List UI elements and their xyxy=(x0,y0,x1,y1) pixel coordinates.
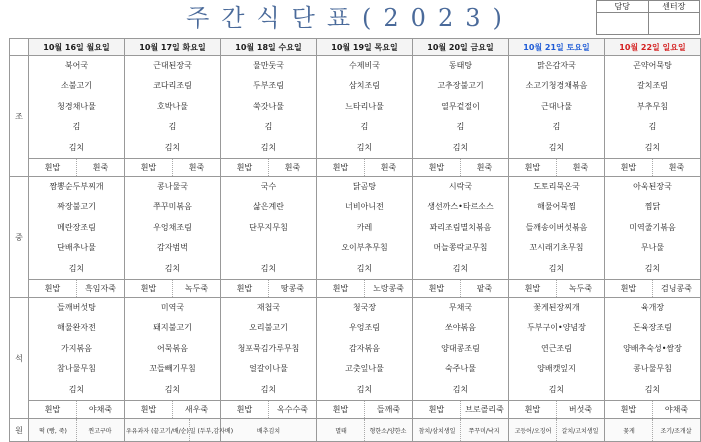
menu-cell xyxy=(509,298,605,419)
dish-item: 미역국 xyxy=(160,303,185,312)
rice-item: 흰밥 xyxy=(236,404,253,414)
dish-item: 돼지불고기 xyxy=(153,323,192,333)
meal-label: 중 xyxy=(10,177,29,298)
dish-item: 호박나물 xyxy=(157,101,188,111)
dish-item: 김치 xyxy=(452,384,469,394)
dish-item: 양대콩조림 xyxy=(441,343,480,353)
porridge-item: 흰죽 xyxy=(268,159,316,176)
rice-item: 흰밥 xyxy=(620,404,637,414)
dish-item: 김치 xyxy=(260,384,277,394)
menu-cell xyxy=(413,298,509,419)
porridge-item: 땅콩죽 xyxy=(268,280,316,297)
dish-item xyxy=(221,238,316,258)
rice-item: 흰밥 xyxy=(524,404,541,414)
dish-item: 꼬들빼기무침 xyxy=(149,364,196,374)
rice-item: 흰밥 xyxy=(428,404,445,414)
dish-item: 김치 xyxy=(164,263,181,273)
dish-item: 짜장불고기 xyxy=(57,202,96,212)
meal-label: 조 xyxy=(10,56,29,177)
dish-item: 감자볶음 xyxy=(349,343,380,353)
dish-item: 김 xyxy=(72,122,81,132)
dish-item: 해물어묵찜 xyxy=(537,202,576,212)
dish-item: 감자범벅 xyxy=(157,243,188,253)
porridge-item: 팥죽 xyxy=(460,280,508,297)
origin-item: 찐고구마 xyxy=(76,419,123,441)
porridge-item: 흰죽 xyxy=(172,159,220,176)
dish-item: 들깨송이버섯볶음 xyxy=(525,222,588,232)
dish-item: 부추무침 xyxy=(637,101,668,111)
staple-row xyxy=(221,279,316,297)
staple-row xyxy=(29,279,124,297)
rice-item: 흰밥 xyxy=(140,162,157,172)
dish-item: 느타리나물 xyxy=(345,101,384,111)
dish-item: 머늘쫑락교무침 xyxy=(433,243,488,253)
dish-item: 두부구이•양념장 xyxy=(527,323,586,333)
rice-item: 흰밥 xyxy=(236,162,253,172)
dish-item: 찜닭 xyxy=(644,202,661,212)
dish-item: 도토리묵온국 xyxy=(533,182,580,191)
dish-item: 삼치조림 xyxy=(349,81,380,91)
dish-item: 김치 xyxy=(356,142,373,152)
origin-item: 갈치/고치생일 xyxy=(556,419,603,441)
dish-item: 김치 xyxy=(68,142,85,152)
dish-item: 고추장불고기 xyxy=(437,81,484,91)
dish-item: 숙주나물 xyxy=(445,364,476,374)
dish-item: 소불고기 xyxy=(61,81,92,91)
rice-item: 흰밥 xyxy=(140,283,157,293)
dish-item: 어묵볶음 xyxy=(157,343,188,353)
menu-cell xyxy=(509,56,605,177)
staple-row xyxy=(29,400,124,418)
day-header-6: 10월 21일 토요일 xyxy=(509,39,605,56)
origin-cell xyxy=(221,419,317,442)
porridge-item: 흰죽 xyxy=(364,159,412,176)
dish-item: 김치 xyxy=(164,384,181,394)
porridge-item: 새우죽 xyxy=(172,401,220,418)
origin-cell xyxy=(317,419,413,442)
dish-item: 카레 xyxy=(356,222,373,232)
origin-cell xyxy=(413,419,509,442)
dish-item: 김치 xyxy=(548,142,565,152)
staple-row xyxy=(317,158,412,176)
staple-row xyxy=(125,158,220,176)
dish-item: 양배캣잎지 xyxy=(537,364,576,374)
dish-item: 수제비국 xyxy=(349,61,380,70)
dish-item: 아욱된장국 xyxy=(633,182,672,191)
rice-item: 흰밥 xyxy=(140,404,157,414)
weekly-menu-table xyxy=(9,38,701,442)
menu-cell xyxy=(413,177,509,298)
menu-cell xyxy=(605,177,701,298)
dish-item: 김치 xyxy=(164,142,181,152)
dish-item: 쑥갓나물 xyxy=(253,101,284,111)
dish-item: 두부조림 xyxy=(253,81,284,91)
staple-row xyxy=(509,400,604,418)
dish-item: 김치 xyxy=(260,263,277,273)
dish-item: 국수 xyxy=(260,182,277,191)
dish-item: 김치 xyxy=(644,263,661,273)
dish-item: 우엉채조림 xyxy=(153,222,192,232)
staple-row xyxy=(605,400,700,418)
dish-item: 청국장 xyxy=(352,303,377,312)
staple-row xyxy=(509,279,604,297)
dish-item: 김치 xyxy=(644,384,661,394)
dish-item: 시락국 xyxy=(448,182,473,191)
staple-row xyxy=(317,279,412,297)
porridge-item: 흰죽 xyxy=(556,159,604,176)
origin-label: 원 xyxy=(10,419,29,442)
dish-item: 북어국 xyxy=(64,61,89,70)
menu-cell xyxy=(125,56,221,177)
origin-item: 형한소/양한소 xyxy=(364,419,411,441)
dish-item: 김 xyxy=(552,122,561,132)
dish-item: 김치 xyxy=(644,142,661,152)
dish-item: 고춧잎나물 xyxy=(345,364,384,374)
dish-item: 재첩국 xyxy=(256,303,281,312)
rice-item: 흰밥 xyxy=(236,283,253,293)
dish-item: 얼갈이나물 xyxy=(249,364,288,374)
rice-item: 흰밥 xyxy=(44,162,61,172)
dish-item: 김치 xyxy=(356,384,373,394)
dish-item: 근대나물 xyxy=(541,101,572,111)
staple-row xyxy=(221,400,316,418)
dish-item: 김 xyxy=(264,122,273,132)
porridge-item: 흑임자죽 xyxy=(76,280,124,297)
menu-cell xyxy=(605,298,701,419)
porridge-item: 브로콜리죽 xyxy=(460,401,508,418)
staple-row xyxy=(509,158,604,176)
approval-label-staff: 담당 xyxy=(597,1,649,13)
rice-item: 흰밥 xyxy=(332,283,349,293)
dish-item: 김치 xyxy=(68,384,85,394)
staple-row xyxy=(605,279,700,297)
dish-item: 생선까스•타르소스 xyxy=(427,202,494,212)
corner-cell xyxy=(10,39,29,56)
dish-item: 청경채나물 xyxy=(57,101,96,111)
staple-row xyxy=(413,279,508,297)
menu-cell xyxy=(125,177,221,298)
origin-item: 쭈꾸미/낙지 xyxy=(460,419,507,441)
dish-item: 김치 xyxy=(548,384,565,394)
menu-cell xyxy=(509,177,605,298)
staple-row xyxy=(125,400,220,418)
dish-item: 삶은계란 xyxy=(253,202,284,212)
porridge-item: 녹두죽 xyxy=(172,280,220,297)
dish-item: 짬뽕순두부찌개 xyxy=(49,182,104,191)
dish-item: 소고기청경채볶음 xyxy=(525,81,588,91)
staple-row xyxy=(125,279,220,297)
dish-item: 쭈꾸미볶음 xyxy=(153,202,192,212)
dish-item: 오리불고기 xyxy=(249,323,288,333)
dish-item: 메란장조림 xyxy=(57,222,96,232)
rice-item: 흰밥 xyxy=(44,404,61,414)
dish-item: 무채국 xyxy=(448,303,473,312)
meal-row xyxy=(10,56,701,177)
dish-item: 근대된장국 xyxy=(153,61,192,70)
porridge-item: 야채죽 xyxy=(76,401,124,418)
dish-item: 해물완자전 xyxy=(57,323,96,333)
origin-item: 떡 (빵, 죽) xyxy=(39,427,67,435)
dish-item: 돈육장조림 xyxy=(633,323,672,333)
approval-label-director: 센터장 xyxy=(648,1,700,13)
approval-sign-director[interactable] xyxy=(648,13,700,35)
dish-item: 육개장 xyxy=(640,303,665,312)
menu-cell xyxy=(29,56,125,177)
porridge-item: 야채죽 xyxy=(652,401,700,418)
origin-item: 고등어/오징어 xyxy=(514,427,552,435)
menu-cell xyxy=(413,56,509,177)
dish-item: 가지볶음 xyxy=(61,343,92,353)
origin-cell xyxy=(29,419,125,442)
porridge-item: 버섯죽 xyxy=(556,401,604,418)
day-header-row xyxy=(10,39,701,56)
origin-row xyxy=(10,419,701,442)
day-header-5: 10월 20일 금요일 xyxy=(413,39,509,56)
dish-item: 김치 xyxy=(548,263,565,273)
origin-cell xyxy=(605,419,701,442)
staple-row xyxy=(221,158,316,176)
rice-item: 흰밥 xyxy=(332,162,349,172)
dish-item: 곤약어묵탕 xyxy=(633,61,672,70)
meal-label: 석 xyxy=(10,298,29,419)
origin-item: 참치/삼치생일 xyxy=(418,427,456,435)
dish-item: 꽈리조림멸치볶음 xyxy=(429,222,492,232)
dish-item: 미역줄기볶음 xyxy=(629,222,676,232)
dish-item: 참나물무침 xyxy=(57,364,96,374)
dish-item: 너비아니전 xyxy=(345,202,384,212)
origin-cell xyxy=(509,419,605,442)
dish-item: 들깨버섯탕 xyxy=(57,303,96,312)
day-header-7: 10월 22일 일요일 xyxy=(605,39,701,56)
menu-cell xyxy=(317,56,413,177)
approval-sign-staff[interactable] xyxy=(597,13,649,35)
dish-item: 물만둣국 xyxy=(253,61,284,70)
dish-item: 꽃게된장찌개 xyxy=(533,303,580,312)
dish-item: 김 xyxy=(456,122,465,132)
porridge-item: 들깨죽 xyxy=(364,401,412,418)
origin-item: 배추김치 xyxy=(256,427,281,435)
rice-item: 흰밥 xyxy=(524,283,541,293)
menu-cell xyxy=(125,298,221,419)
dish-item: 갈치조림 xyxy=(637,81,668,91)
dish-item: 쏘야볶음 xyxy=(445,323,476,333)
staple-row xyxy=(317,400,412,418)
approval-box xyxy=(596,0,700,35)
staple-row xyxy=(605,158,700,176)
rice-item: 흰밥 xyxy=(524,162,541,172)
dish-item: 연근조림 xyxy=(541,343,572,353)
porridge-item: 흰죽 xyxy=(76,159,124,176)
staple-row xyxy=(413,400,508,418)
dish-item: 열무겉절이 xyxy=(441,101,480,111)
porridge-item: 노랑콩죽 xyxy=(364,280,412,297)
menu-cell xyxy=(29,298,125,419)
dish-item: 코다리조림 xyxy=(153,81,192,91)
menu-cell xyxy=(221,177,317,298)
origin-item: 꽃게 xyxy=(623,427,635,435)
rice-item: 흰밥 xyxy=(620,283,637,293)
day-header-2: 10월 17일 화요일 xyxy=(125,39,221,56)
staple-row xyxy=(413,158,508,176)
menu-cell xyxy=(29,177,125,298)
origin-item: 조기/조개살 xyxy=(652,419,699,441)
dish-item: 김 xyxy=(360,122,369,132)
dish-item: 꼬시래기초무침 xyxy=(529,243,584,253)
dish-item: 단무지무침 xyxy=(249,222,288,232)
porridge-item: 흰죽 xyxy=(460,159,508,176)
origin-item: 우유과자 (끝고기/배/순) xyxy=(126,427,189,435)
porridge-item: 옥수수죽 xyxy=(268,401,316,418)
menu-cell xyxy=(317,298,413,419)
dish-item: 김치 xyxy=(68,263,85,273)
menu-cell xyxy=(605,56,701,177)
dish-item: 김치 xyxy=(452,263,469,273)
menu-cell xyxy=(221,56,317,177)
dish-item: 무나물 xyxy=(640,243,665,253)
menu-cell xyxy=(317,177,413,298)
day-header-1: 10월 16일 월요일 xyxy=(29,39,125,56)
origin-item: 멸태 xyxy=(335,427,347,435)
rice-item: 흰밥 xyxy=(428,162,445,172)
dish-item: 김치 xyxy=(356,263,373,273)
menu-cell xyxy=(221,298,317,419)
dish-item: 단배추나물 xyxy=(57,243,96,253)
dish-item: 김 xyxy=(168,122,177,132)
origin-item: 밀 (두부,감자베) xyxy=(189,419,233,441)
day-header-4: 10월 19일 목요일 xyxy=(317,39,413,56)
meal-row xyxy=(10,298,701,419)
dish-item: 우엉조림 xyxy=(349,323,380,333)
dish-item: 콩나물국 xyxy=(157,182,188,191)
dish-item: 김치 xyxy=(260,142,277,152)
dish-item: 김 xyxy=(648,122,657,132)
rice-item: 흰밥 xyxy=(620,162,637,172)
dish-item: 김치 xyxy=(452,142,469,152)
dish-item: 양배추숙성•쌈장 xyxy=(623,343,682,353)
origin-cell xyxy=(125,419,234,442)
page-title: 주간식단표(2023) xyxy=(186,4,514,32)
dish-item: 오이부추무침 xyxy=(341,243,388,253)
rice-item: 흰밥 xyxy=(44,283,61,293)
staple-row xyxy=(29,158,124,176)
porridge-item: 검닝콩죽 xyxy=(652,280,700,297)
rice-item: 흰밥 xyxy=(332,404,349,414)
rice-item: 흰밥 xyxy=(428,283,445,293)
dish-item: 청포묵김가루무침 xyxy=(237,343,300,353)
dish-item: 맑은감자국 xyxy=(537,61,576,70)
dish-item: 닭곰탕 xyxy=(352,182,377,191)
dish-item: 콩나물무침 xyxy=(633,364,672,374)
day-header-3: 10월 18일 수요일 xyxy=(221,39,317,56)
porridge-item: 흰죽 xyxy=(652,159,700,176)
dish-item: 동태탕 xyxy=(448,61,473,70)
meal-row xyxy=(10,177,701,298)
porridge-item: 녹두죽 xyxy=(556,280,604,297)
